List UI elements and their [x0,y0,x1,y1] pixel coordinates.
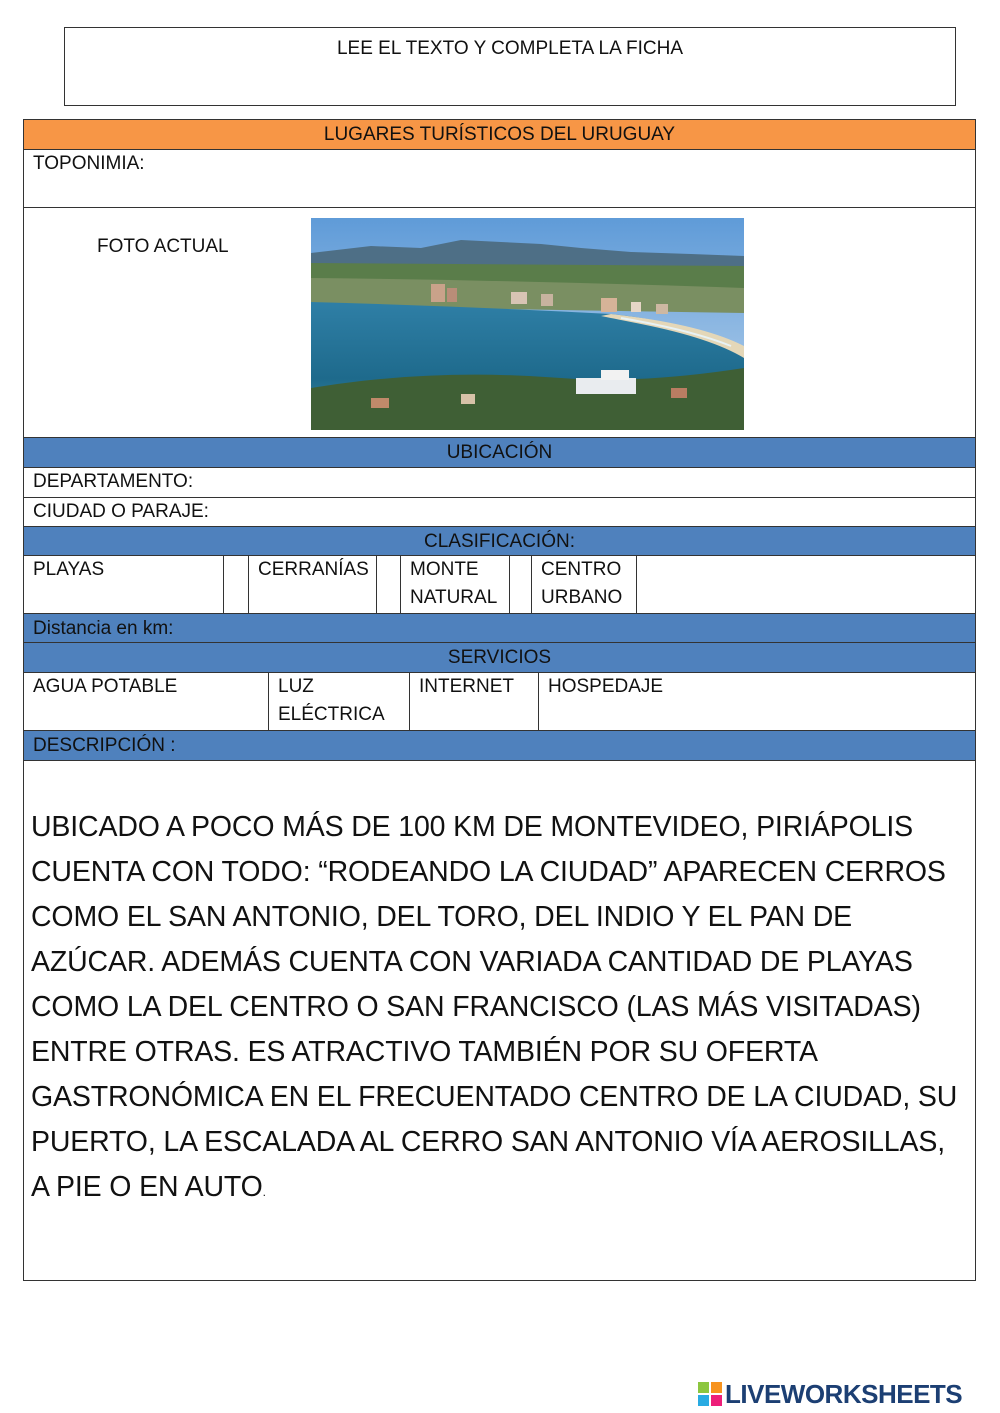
foto-label: FOTO ACTUAL [97,236,229,257]
ubicacion-title: UBICACIÓN [446,442,553,463]
instruction-text: LEE EL TEXTO Y COMPLETA LA FICHA [336,38,683,59]
cerranias-label: CERRANÍAS [258,559,369,580]
liveworksheets-watermark [698,1377,998,1411]
servicios-header [24,643,975,673]
distancia-label: Distancia en km: [33,618,174,639]
worksheet-table [23,119,976,1281]
monte-natural-checkbox[interactable] [510,556,532,613]
internet-label: INTERNET [419,676,514,697]
sheet-title: LUGARES TURÍSTICOS DEL URUGUAY [323,124,676,145]
coastal-city-photo [311,218,744,430]
agua-potable-label: AGUA POTABLE [33,676,178,697]
clasificacion-title: CLASIFICACIÓN: [424,531,575,552]
photo-illustration [311,218,744,430]
descripcion-trailing-dot: . [262,1185,266,1199]
servicios-row [24,673,975,731]
monte-natural-label: MONTE NATURAL [410,559,498,608]
photo-row [24,208,975,438]
descripcion-title: DESCRIPCIÓN : [33,735,176,756]
ciudad-label: CIUDAD O PARAJE: [33,501,209,522]
distancia-row[interactable] [24,614,975,643]
centro-urbano-checkbox[interactable] [637,556,975,613]
ubicacion-header [24,438,975,468]
liveworksheets-logo-icon [698,1382,722,1406]
toponimia-row[interactable] [24,150,975,208]
servicio-hospedaje[interactable] [539,673,975,730]
luz-electrica-label: LUZ ELÉCTRICA [278,676,385,725]
descripcion-text [31,805,966,1215]
clasificacion-centro-urbano [532,556,637,613]
servicio-agua-potable[interactable] [24,673,269,730]
playas-label: PLAYAS [33,559,105,580]
cerranias-checkbox[interactable] [377,556,401,613]
descripcion-body [24,761,975,1280]
departamento-label: DEPARTAMENTO: [33,471,194,492]
instruction-box [64,27,956,106]
clasificacion-header [24,527,975,556]
title-header [24,120,975,150]
toponimia-label: TOPONIMIA: [33,153,145,174]
clasificacion-row [24,556,975,614]
servicios-title: SERVICIOS [447,647,552,668]
centro-urbano-label: CENTRO URBANO [541,559,623,608]
departamento-row[interactable] [24,468,975,498]
servicio-internet[interactable] [410,673,539,730]
watermark-text: LIVEWORKSHEETS [725,1379,963,1409]
playas-checkbox[interactable] [224,556,249,613]
servicio-luz-electrica[interactable] [269,673,410,730]
clasificacion-monte-natural [401,556,510,613]
clasificacion-playas [24,556,224,613]
descripcion-header [24,731,975,761]
ciudad-row[interactable] [24,498,975,527]
hospedaje-label: HOSPEDAJE [548,676,664,697]
clasificacion-cerranias [249,556,377,613]
descripcion-paragraph: UBICADO A POCO MÁS DE 100 KM DE MONTEVIDEO, PIRIÁPOLIS CUENTA CON TODO: “RODEANDO LA CIUDAD” APARECEN CERROS COMO EL SAN ANTONIO, DEL TORO, DEL INDIO Y EL PAN DE AZÚCAR. ADEMÁS CUENTA CON VARIADA CANTIDAD DE PLAYAS COMO LA DEL CENTRO O SAN FRANCISCO (LAS MÁS VISITADAS) ENTRE OTRAS. ES ATRACTIVO TAMBIÉN POR SU OFERTA GASTRONÓMICA EN EL FRECUENTADO CENTRO DE LA CIUDAD, SU PUERTO, LA ESCALADA AL CERRO SAN ANTONIO VÍA AEROSILLAS, A PIE O EN AUTO [31,811,958,1203]
